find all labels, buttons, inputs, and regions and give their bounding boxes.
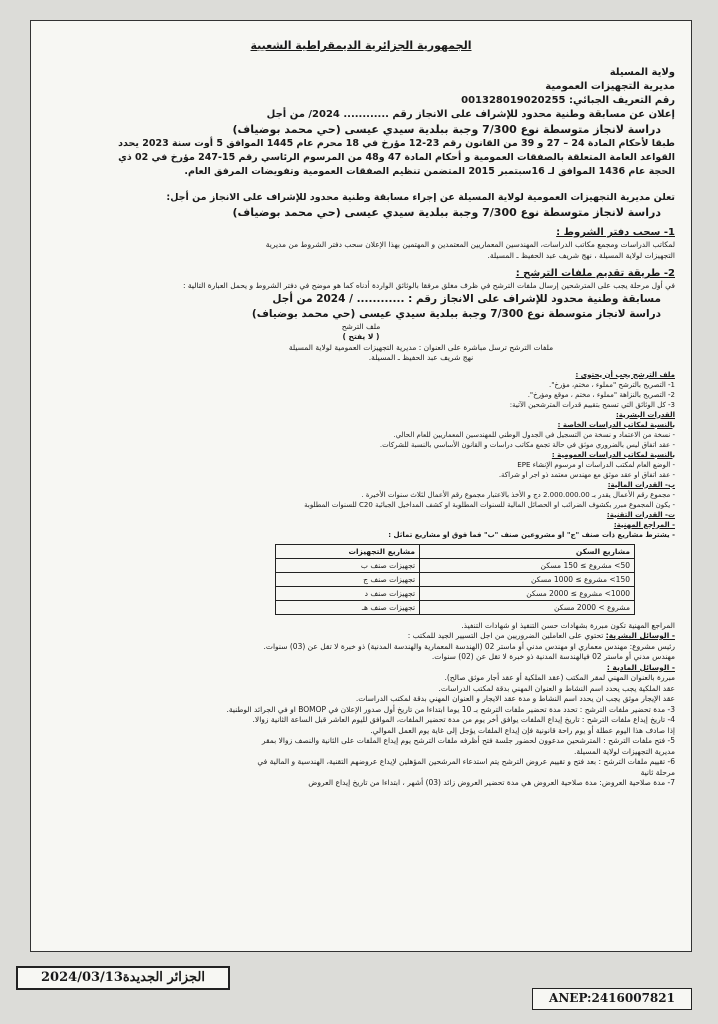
- legal-line-2: القواعد العامة المتعلقة بالصفقات العمومية و أحكام المادة 47 و48 من المرسوم الرئاسي رقم 15-247 مؤرخ في 02 ذي: [118, 152, 675, 163]
- study-offices-item: - نسخة من الاعتماد و نسخة من التسجيل في الجدول الوطني للمهندسين المعماريين للعام الحالي.: [393, 430, 675, 439]
- table-cell: 150> مشروع ≥ 1000 مسكن: [420, 572, 635, 586]
- table-row: [276, 586, 635, 600]
- section2-line: دراسة لانجاز متوسطة نوع 7/300 وجبة ببلدية سيدي عيسى (حي محمد بوضياف): [251, 307, 661, 320]
- table-header-housing: مشاريع السكن: [420, 544, 635, 558]
- section2-line: نهج شريف عبد الحفيظ ـ المسيلة.: [368, 353, 474, 362]
- public-offices-title: بالنسبة لمكاتب الدراسات العمومية :: [551, 450, 675, 459]
- item6-line: مرحلة ثانية: [640, 767, 675, 777]
- study-offices-item: - عقد اتفاق ليس بالضروري موثق في حالة تجمع مكاتب دراسات و القانون الأساسي بالنسبة للشركات.: [379, 440, 675, 449]
- section2-line: في أول مرحلة يجب على المترشحين إرسال ملفات الترشح في ظرف مغلق مرفقا بالوثائق الواردة أدناه كما هو موضح في دفتر الشروط و يحمل العبارة التالية :: [182, 281, 675, 290]
- material-line: مبررة بالعنوان المهني لمقر المكتب (عقد الملكية أو عقد أجار موثق صالح).: [444, 673, 675, 682]
- item4-line: 4- تاريخ إيداع ملفات الترشح : تاريخ إيداع الملفات يوافق أخر يوم من مدة تحضير الملفات، الموافق لليوم العاشر قبل الساعة الثانية زوالا.: [252, 715, 675, 724]
- financial-item: - مجموع رقم الأعمال يقدر بـ 2.000.000.00 دج و الأخذ بالاعتبار مجموع رقم الأعمال لثلاث سنوات الأخيرة .: [361, 490, 675, 499]
- notice-title: إعلان عن مسابقة وطنية محدود للإشراف على الانجاز رقم ............ 2024/ من أجل: [266, 109, 675, 120]
- section2-line: ملف الترشح: [341, 321, 381, 331]
- projects-table: [275, 544, 635, 615]
- dossier-item: 2- التصريح بالنزاهة "مملوء ، مختم ، موقع ومؤرخ".: [527, 390, 675, 399]
- table-cell: تجهيزات صنف ب: [276, 558, 420, 572]
- human-means-title: - الوسائل البشرية:: [605, 631, 675, 640]
- newspaper-date-box: الجزائر الجديدة2024/03/13: [16, 966, 230, 990]
- material-line: عقد الإيجار موثق يجب ان يحدد اسم النشاط و مدة عقد الايجار و العنوان المهني بدقة لمكتب الدراسات.: [355, 694, 675, 703]
- item4-line: إذا صادف هذا اليوم عطلة أو يوم راحة قانونية فإن إيداع الملفات يؤجل إلى غاية يوم العمل الموالي.: [370, 725, 675, 735]
- announcement-content: [31, 21, 691, 799]
- section2-line: مسابقة وطنية محدود للإشراف على الانجاز رقم : ............ / 2024 من أجل: [272, 292, 661, 305]
- section1-title: 1- سحب دفتر الشروط :: [556, 227, 675, 238]
- public-offices-item: - عقد اتفاق او عقد موثق مع مهندس معتمد ذو اجر او شراكة.: [498, 470, 675, 479]
- section2-line: ( لا يفتح ): [342, 332, 380, 341]
- announcement-line: تعلن مديرية التجهيزات العمومية لولاية المسيلة عن إجراء مسابقة وطنية محدود للإشراف على الانجاز من أجل:: [166, 192, 675, 203]
- public-offices-item: - الوضع العام لمكتب الدراسات او مرسوم الإنشاء EPE: [517, 460, 675, 469]
- announcement-project: دراسة لانجاز متوسطة نوع 7/300 وجبة ببلدية سيدي عيسى (حي محمد بوضياف): [232, 206, 661, 219]
- item5-line: 5- فتح ملفات الترشح : المترشحين مدعوون لحضور جلسة فتح أظرفه ملفات الترشح يوم إيداع الملفات على الثانية والنصف زوالا بمقر: [261, 736, 675, 745]
- table-cell: 1000> مشروع ≥ 2000 مسكن: [420, 586, 635, 600]
- projects-condition: - يشترط مشاريع ذات صنف "ج" او مشروعين صنف "ب" فما فوق او مشاريع تماثل :: [388, 530, 675, 539]
- section2-title: 2- طريقة تقديم ملفات الترشح :: [515, 268, 675, 279]
- directorate-label: مديرية التجهيزات العمومية: [545, 81, 675, 92]
- table-row: [276, 572, 635, 586]
- material-line: عقد الملكية يجب يحدد اسم النشاط و العنوان المهني بدقة لمكتب الدراسات.: [438, 683, 675, 693]
- table-row: [276, 558, 635, 572]
- staff-line: رئيس مشروع: مهندس معماري او مهندس مدني أو ماستر 02 (الهندسة المعمارية والهندسة المدنية) ذو خبرة لا تقل عن (03) سنوات.: [263, 641, 675, 651]
- item5-line: مديرية التجهيزات لولاية المسيلة.: [573, 746, 675, 756]
- table-cell: تجهيزات صنف هـ: [276, 600, 420, 614]
- financial-capacity-title: ب- القدرات المالية:: [607, 480, 675, 489]
- republic-title: الجمهورية الجزائرية الديمقراطية الشعبية: [250, 39, 472, 52]
- human-means-text: تحتوي على العاملين الضروريين من اجل التسيير الجيد للمكتب :: [407, 631, 604, 640]
- item6-line: 6- تقييم ملفات الترشح : بعد فتح و تقييم عروض الترشح يتم استدعاء المرشحين المؤهلين لإيداع عروضهم التقنية، الهندسية و المالية في: [257, 757, 675, 766]
- table-cell: مشروع > 2000 مسكن: [420, 600, 635, 614]
- dossier-item: 3- كل الوثائق التي تسمح بتقييم قدرات المترشحين الآتية:: [509, 400, 675, 409]
- study-offices-title: بالنسبة لمكاتب الدراسات الخاصة :: [557, 420, 675, 429]
- project-title: دراسة لانجاز متوسطة نوع 7/300 وجبة ببلدية سيدي عيسى (حي محمد بوضياف): [232, 123, 661, 136]
- table-cell: تجهيزات صنف د: [276, 586, 420, 600]
- item7-line: 7- مدة صلاحية العروض: مدة صلاحية العروض هي مدة تحضير العروض زائد (03) أشهر ، ابتداءا من تاريخ إيداع العروض: [308, 778, 675, 787]
- wilaya-label: ولاية المسيلة: [609, 67, 675, 78]
- section1-line: التجهيزات لولاية المسيلة ، نهج شريف عبد الحفيظ ـ المسيلة.: [487, 250, 675, 260]
- dossier-title: ملف الترشح يجب أن يحتوي :: [575, 370, 675, 379]
- technical-capacity-title: ت- القدرات التقنية:: [606, 510, 675, 519]
- anep-reference: ANEP:2416007821: [532, 988, 692, 1010]
- material-means-title: - الوسائل المادية :: [606, 662, 675, 672]
- section2-line: ملفات الترشح ترسل مباشرة على العنوان : مديرية التجهيزات العمومية لولاية المسيلة: [288, 342, 554, 352]
- item3-line: 3- مدة تحضير ملفات الترشح : تحدد مدة تحضير ملفات الترشح بـ 10 يوما ابتداءا من تاريخ أول صدور الإعلان في BOMOP او في الجرائد الوطنية.: [226, 704, 675, 714]
- financial-item: - يكون المجموع مبرر بكشوف الضرائب او الحصائل المالية للسنوات المطلوبة او كشف المداخيل الجبائية C20 للسنوات المطلوبة: [304, 500, 675, 509]
- table-header-equipment: مشاريع التجهيزات: [276, 544, 420, 558]
- human-capacity-title: القدرات البشرية:: [615, 410, 675, 419]
- tax-id: رقم التعريف الجبائي: 001328019020255: [461, 95, 675, 106]
- professional-refs-title: - المراجع المهنية:: [613, 520, 675, 529]
- staff-line: مهندس مدني أو ماستر 02 فيالهندسة المدنية ذو خبرة لا تقل عن (02) سنوات.: [431, 652, 675, 661]
- dossier-item: 1- التصريح بالترشح "مملوء ، مختم، مؤرخ".: [548, 380, 675, 389]
- table-cell: 50> مشروع ≥ 150 مسكن: [420, 558, 635, 572]
- refs-note: المراجع المهنية تكون مبررة بشهادات حسن التنفيذ او شهادات التنفيذ.: [461, 620, 675, 630]
- section1-line: لمكاتب الدراسات ومجمع مكاتب الدراسات، المهندسين المعماريين المعتمدين و المهتمين بهذا الإعلان سحب دفتر الشروط من مديرية: [265, 240, 675, 249]
- table-row: [276, 600, 635, 614]
- table-header-row: [276, 544, 635, 558]
- table-cell: تجهيزات صنف ج: [276, 572, 420, 586]
- legal-line-1: طبقا لأحكام المادة 24 – 27 و 39 من القانون رقم 23-12 مؤرخ في 18 محرم عام 1445 الموافق 5 أوت سنة 2023 يحدد: [118, 138, 675, 149]
- announcement-page: [30, 20, 692, 952]
- legal-line-3: الحجة عام 1436 الموافق لـ 16سبتمبر 2015 المتضمن تنظيم الصفقات العمومية وتفويضات المرفق العام.: [184, 166, 675, 177]
